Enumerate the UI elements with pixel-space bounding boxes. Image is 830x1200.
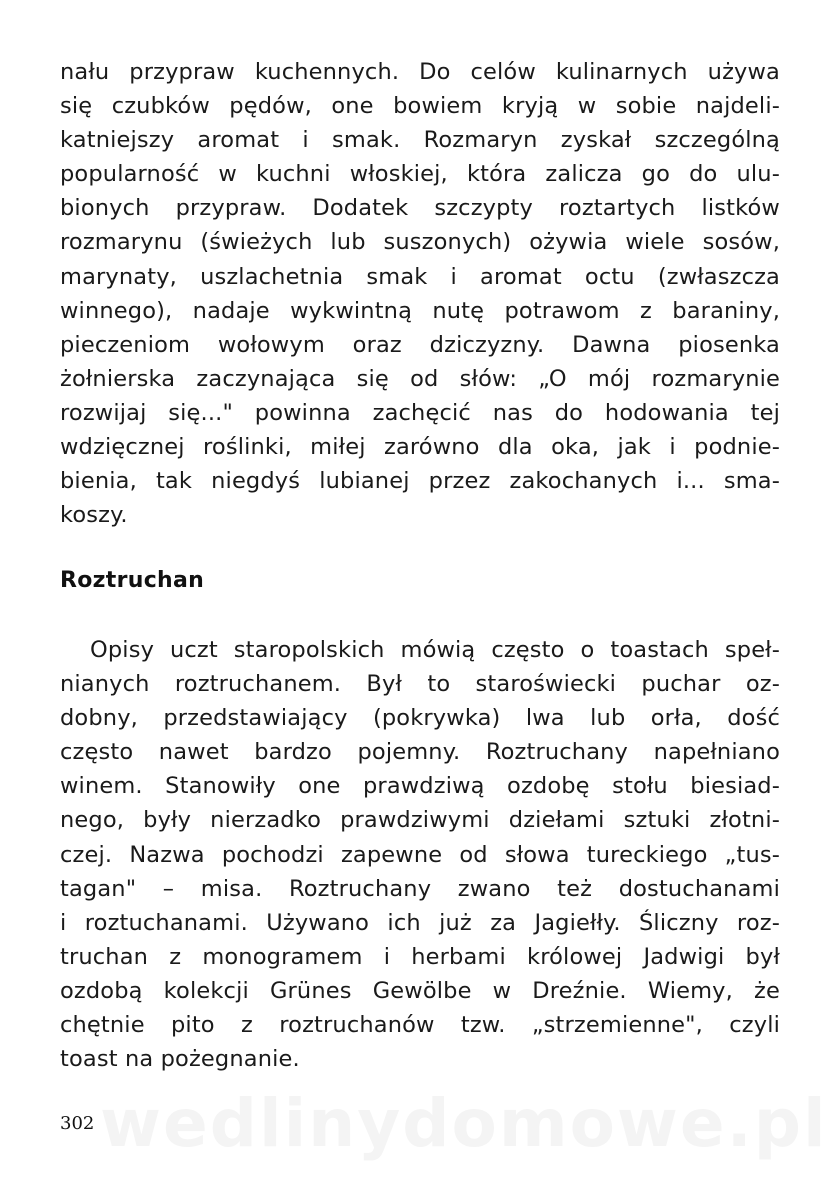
text-line: nianych roztruchanem. Był to staroświecki puchar oz- <box>60 671 780 698</box>
paragraph-roztruchan <box>60 633 780 1076</box>
watermark: wedlinydomowe.pl <box>100 1085 828 1162</box>
text-line: pieczeniom wołowym oraz dziczyzny. Dawna piosenka <box>60 331 780 358</box>
paragraph-rozmaryn <box>60 55 780 532</box>
text-line: truchan z monogramem i herbami królowej Jadwigi był <box>60 943 780 970</box>
text-line: katniejszy aromat i smak. Rozmaryn zyskał szczególną <box>60 127 780 154</box>
text-line: często nawet bardzo pojemny. Roztruchany napełniano <box>60 739 780 766</box>
text-line: dobny, przedstawiający (pokrywka) lwa lub orła, dość <box>60 705 780 732</box>
text-line: rozwijaj się..." powinna zachęcić nas do hodowania tej <box>60 399 780 426</box>
text-line: czej. Nazwa pochodzi zapewne od słowa tureckiego „tus- <box>60 841 780 868</box>
text-line: Opisy uczt staropolskich mówią często o toastach speł- <box>90 637 780 663</box>
text-line: bionych przypraw. Dodatek szczypty roztartych listków <box>60 195 780 222</box>
text-line: popularność w kuchni włoskiej, która zalicza go do ulu- <box>60 161 780 188</box>
text-line: i roztuchanami. Używano ich już za Jagiełły. Śliczny roz- <box>60 909 780 936</box>
text-line: bienia, tak niegdyś lubianej przez zakochanych i... sma- <box>60 468 780 495</box>
text-line: wdzięcznej roślinki, miłej zarówno dla oka, jak i podnie- <box>60 434 780 461</box>
section-heading: Roztruchan <box>60 568 205 593</box>
text-line: tagan" – misa. Roztruchany zwano też dostuchanami <box>60 875 780 902</box>
text-line: marynaty, uszlachetnia smak i aromat octu (zwłaszcza <box>60 263 780 290</box>
text-line: się czubków pędów, one bowiem kryją w sobie najdeli- <box>60 93 780 120</box>
text-line: nału przypraw kuchennych. Do celów kulinarnych używa <box>60 59 780 85</box>
text-line: ozdobą kolekcji Grünes Gewölbe w Dreźnie. Wiemy, że <box>60 977 780 1004</box>
text-line: toast na pożegnanie. <box>60 1046 300 1073</box>
text-line: rozmarynu (świeżych lub suszonych) ożywia wiele sosów, <box>60 229 780 256</box>
text-line: koszy. <box>60 502 128 529</box>
text-line: chętnie pito z roztruchanów tzw. „strzemienne", czyli <box>60 1012 780 1039</box>
text-line: nego, były nierzadko prawdziwymi dziełami sztuki złotni- <box>60 807 780 834</box>
page-number: 302 <box>60 1113 95 1134</box>
text-line: winnego), nadaje wykwintną nutę potrawom z baraniny, <box>60 297 780 324</box>
text-line: winem. Stanowiły one prawdziwą ozdobę stołu biesiad- <box>60 773 780 800</box>
text-line: żołnierska zaczynająca się od słów: „O mój rozmarynie <box>60 365 780 392</box>
